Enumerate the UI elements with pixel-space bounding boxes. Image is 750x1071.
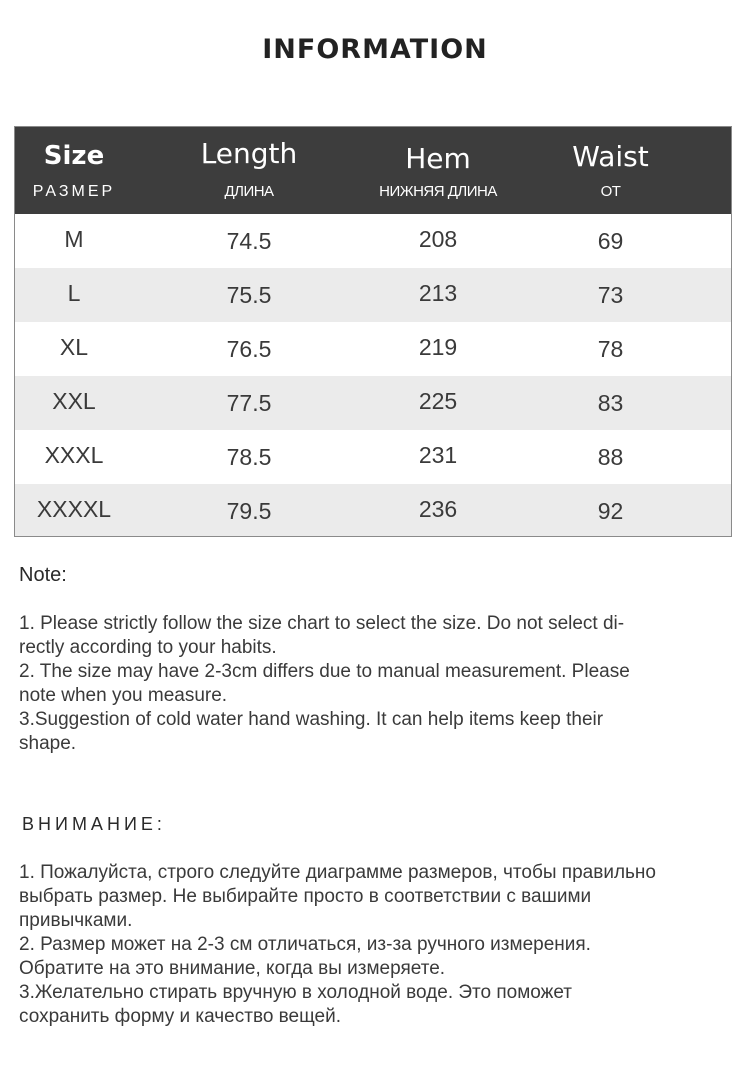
cell-size: L: [67, 280, 81, 306]
cell-waist: 83: [597, 390, 624, 416]
page-title: INFORMATION: [262, 34, 488, 65]
ru-note-heading: ВНИМАНИЕ:: [22, 814, 166, 834]
cell-size: XXXL: [44, 442, 104, 468]
cell-length: 78.5: [226, 444, 272, 470]
cell-waist: 88: [597, 444, 624, 470]
note-line: 1. Please strictly follow the size chart to select the size. Do not select di-: [19, 613, 625, 634]
note-body: [19, 612, 719, 756]
table-row: [15, 268, 731, 322]
header-hem: [355, 127, 521, 214]
cell-hem: 219: [418, 334, 458, 360]
cell-hem: 213: [418, 280, 458, 306]
header-size: [15, 127, 133, 214]
table-header: [15, 127, 731, 214]
header-waist-label: Waist: [572, 140, 649, 173]
header-size-label: Size: [43, 141, 105, 171]
note-line: 3.Suggestion of cold water hand washing. It can help items keep their: [19, 709, 604, 730]
ru-note-line: привычками.: [19, 910, 133, 931]
cell-length: 77.5: [226, 390, 272, 416]
header-length: [159, 127, 339, 214]
ru-note-line: Обратите на это внимание, когда вы измеряете.: [19, 958, 446, 979]
header-waist-label-ru: ОТ: [600, 183, 621, 200]
table-row: [15, 322, 731, 376]
cell-hem: 231: [418, 442, 458, 468]
table-row: [15, 430, 731, 484]
ru-note-line: выбрать размер. Не выбирайте просто в соответствии с вашими: [19, 886, 592, 907]
table-row: [15, 214, 731, 268]
table-row: [15, 376, 731, 430]
table-row: [15, 484, 731, 537]
ru-note-line: 1. Пожалуйста, строго следуйте диаграмме размеров, чтобы правильно: [19, 862, 656, 883]
cell-hem: 225: [418, 388, 458, 414]
ru-note-line: сохранить форму и качество вещей.: [19, 1006, 341, 1027]
header-hem-label: Hem: [405, 142, 471, 175]
note-heading: Note:: [19, 564, 67, 586]
cell-length: 79.5: [226, 498, 272, 524]
table-body: [15, 214, 731, 537]
cell-size: XL: [59, 334, 89, 360]
ru-note-line: 2. Размер может на 2-3 см отличаться, из-за ручного измерения.: [19, 934, 591, 955]
cell-waist: 92: [597, 498, 624, 524]
header-waist: [523, 127, 698, 214]
ru-note-line: 3.Желательно стирать вручную в холодной воде. Это поможет: [19, 982, 573, 1003]
note-line: 2. The size may have 2-3cm differs due to manual measurement. Please: [19, 661, 630, 682]
cell-length: 75.5: [226, 282, 272, 308]
cell-waist: 78: [597, 336, 624, 362]
note-line: shape.: [19, 733, 77, 754]
header-hem-label-ru: НИЖНЯЯ ДЛИНА: [379, 183, 497, 200]
cell-waist: 69: [597, 228, 624, 254]
cell-hem: 208: [418, 226, 458, 252]
cell-length: 74.5: [226, 228, 272, 254]
cell-size: XXL: [52, 388, 96, 414]
note-line: note when you measure.: [19, 685, 228, 706]
cell-size: XXXXL: [36, 496, 112, 522]
header-length-label: Length: [200, 137, 298, 170]
cell-waist: 73: [597, 282, 624, 308]
cell-length: 76.5: [226, 336, 272, 362]
ru-note-body: [19, 861, 719, 1029]
cell-size: M: [64, 226, 84, 252]
header-size-label-ru: РАЗМЕР: [32, 183, 116, 200]
cell-hem: 236: [418, 496, 458, 522]
size-chart-table: [14, 126, 732, 537]
header-length-label-ru: ДЛИНА: [224, 183, 274, 200]
note-line: rectly according to your habits.: [19, 637, 277, 658]
